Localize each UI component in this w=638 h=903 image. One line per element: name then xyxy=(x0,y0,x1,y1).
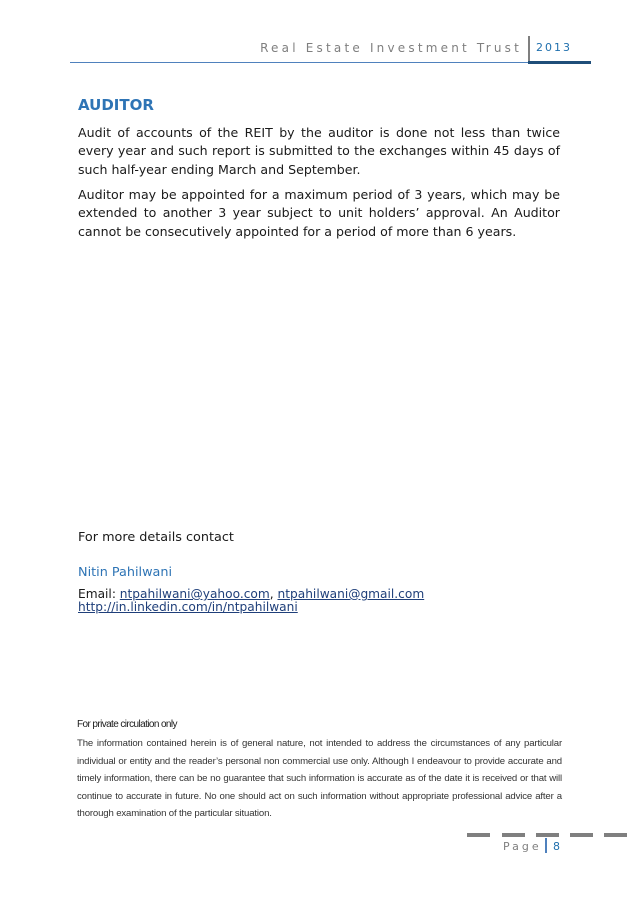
running-header-year: 2013 xyxy=(536,41,572,54)
running-header-title: Real Estate Investment Trust xyxy=(260,41,522,55)
section-heading: AUDITOR xyxy=(78,96,154,114)
email-label: Email: xyxy=(78,587,120,601)
page-number: 8 xyxy=(553,840,560,853)
footer-dash xyxy=(502,833,525,837)
footer-dash xyxy=(536,833,559,837)
footer-dash xyxy=(604,833,627,837)
contact-name: Nitin Pahilwani xyxy=(78,565,173,580)
disclaimer-title: For private circulation only xyxy=(77,719,177,730)
email-link-gmail[interactable]: ntpahilwani@gmail.com xyxy=(277,587,425,601)
header-divider xyxy=(528,36,530,62)
footer-dash xyxy=(570,833,593,837)
disclaimer-body: The information contained herein is of general nature, not intended to address the circumstances of any particular individual or entity and the reader’s personal non commercial use only. Although I endeavour to provide accurate and timely information, there can be no guarantee that such information is accurate as of the date it is received or that will continue to accurate in future. No one should act on such information without appropriate professional advice after a thorough examination of the particular situation. xyxy=(77,738,562,819)
email-link-yahoo[interactable]: ntpahilwani@yahoo.com xyxy=(119,587,270,601)
contact-intro: For more details contact xyxy=(78,530,234,545)
contact-email-line xyxy=(78,587,424,601)
page-label: Page xyxy=(503,840,542,853)
email-separator: , xyxy=(269,587,278,601)
header-rule xyxy=(70,62,591,63)
footer-dash xyxy=(467,833,490,837)
page-divider xyxy=(545,838,547,853)
auditor-paragraph-1: Audit of accounts of the REIT by the auditor is done not less than twice every year and such report is submitted to the exchanges within 45 days of such half-year ending March and September. xyxy=(78,125,560,177)
linkedin-link[interactable]: http://in.linkedin.com/in/ntpahilwani xyxy=(78,600,298,614)
header-rule-accent xyxy=(528,61,591,64)
linkedin-line xyxy=(78,600,298,614)
auditor-paragraph-2: Auditor may be appointed for a maximum period of 3 years, which may be extended to another 3 year subject to unit holders’ approval. An Auditor cannot be consecutively appointed for a period of more than 6 years. xyxy=(78,187,560,239)
